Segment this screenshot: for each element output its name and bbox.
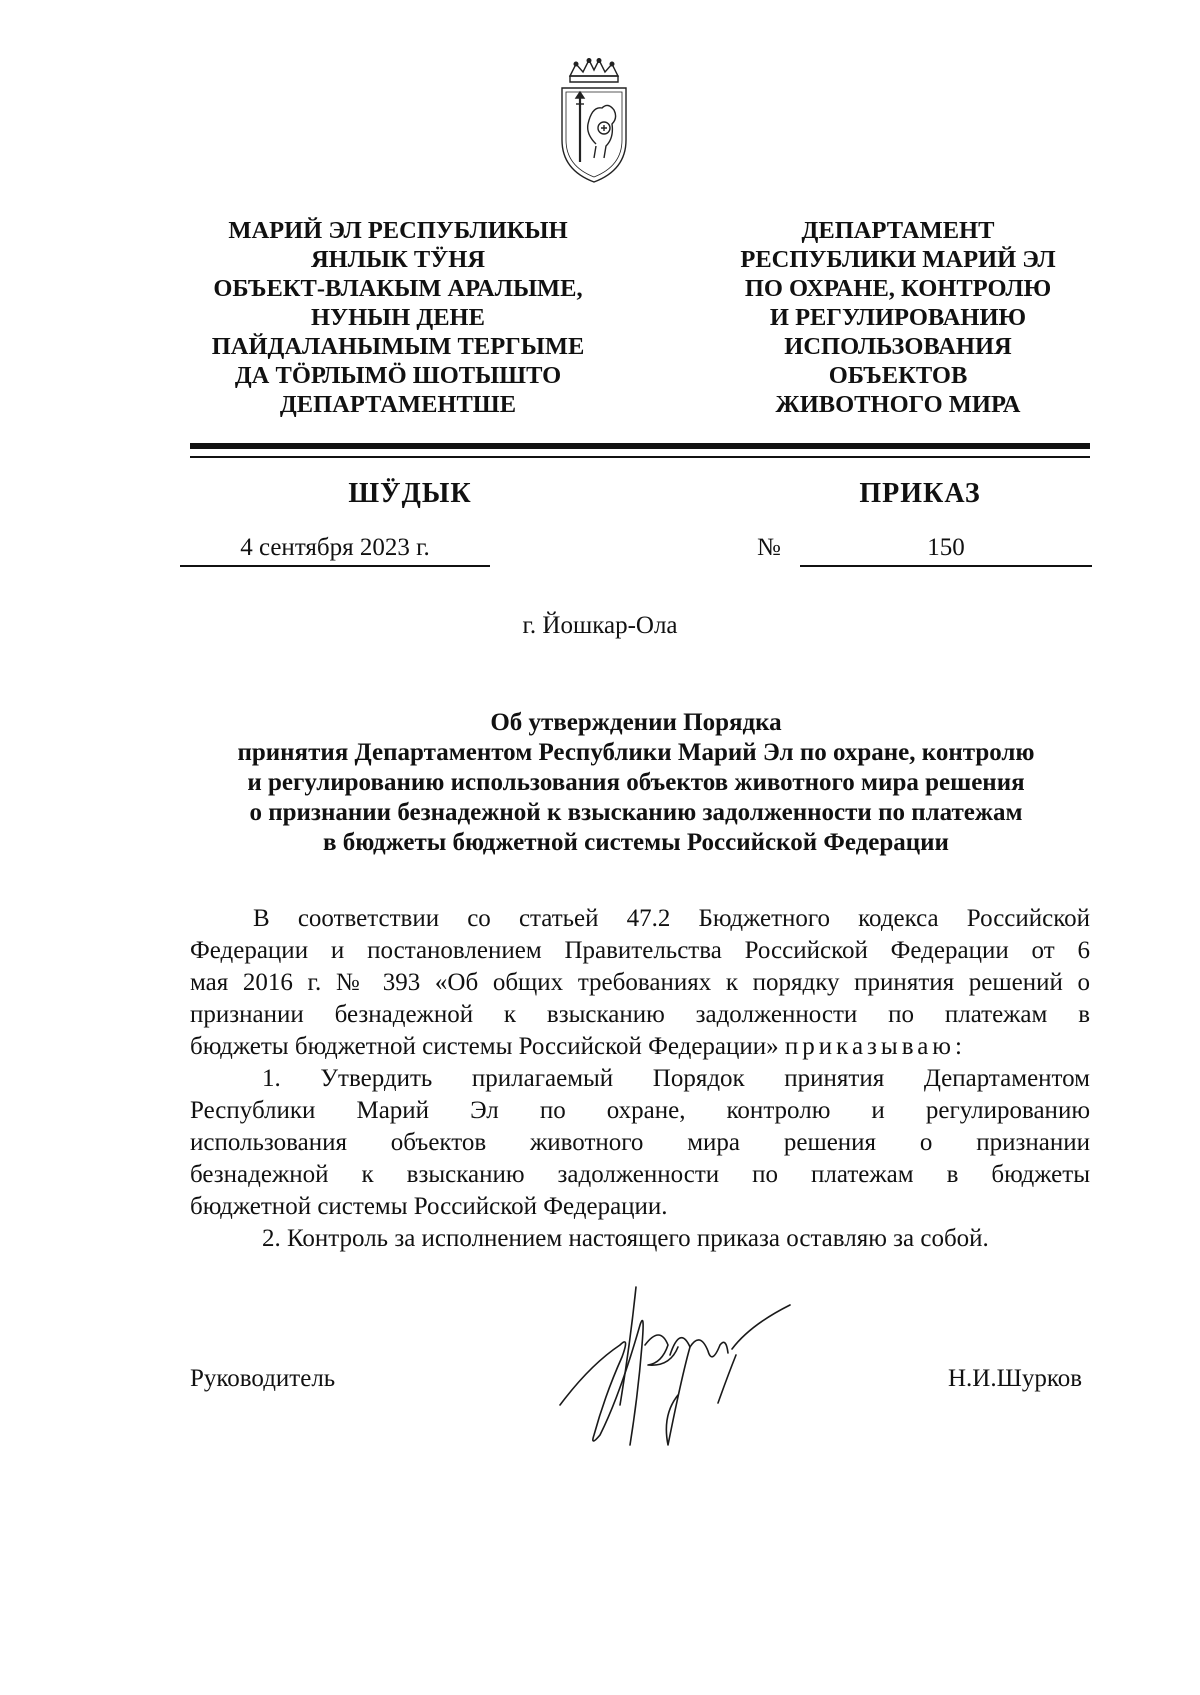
header-divider-thick — [190, 443, 1090, 449]
header-right-line: ДЕПАРТАМЕНТ — [801, 217, 995, 244]
order-date: 4 сентября 2023 г. — [240, 534, 430, 561]
order-city: г. Йошкар-Ола — [522, 612, 678, 639]
number-underline — [800, 565, 1092, 567]
header-left-line: ОБЪЕКТ-ВЛАКЫМ АРАЛЫМЕ, — [213, 275, 583, 302]
header-left-line: НУНЫН ДЕНЕ — [311, 304, 485, 331]
body-text-segment: бюджеты бюджетной системы Российской Федерации» — [190, 1033, 779, 1060]
body-line: Федерации и постановлением Правительства Российской Федерации от 6 — [190, 937, 1090, 964]
order-title-ru: ПРИКАЗ — [859, 478, 981, 509]
coat-of-arms-emblem — [556, 58, 632, 186]
subject-line: Об утверждении Порядка — [490, 709, 782, 736]
body-line: бюджетной системы Российской Федерации. — [190, 1193, 668, 1220]
header-left-line: МАРИЙ ЭЛ РЕСПУБЛИКЫН — [228, 217, 568, 244]
body-line: признании безнадежной к взысканию задолженности по платежам в — [190, 1001, 1090, 1028]
header-right-line: ПО ОХРАНЕ, КОНТРОЛЮ — [744, 275, 1052, 302]
order-title-local: ШӰДЫК — [348, 478, 472, 509]
body-line: Республики Марий Эл по охране, контролю и регулированию — [190, 1097, 1090, 1124]
body-line: использования объектов животного мира решения о признании — [190, 1129, 1090, 1156]
body-line: 1. Утвердить прилагаемый Порядок принятия Департаментом — [262, 1065, 1090, 1092]
subject-line: о признании безнадежной к взысканию задолженности по платежам — [249, 799, 1023, 826]
handwritten-signature — [550, 1285, 810, 1455]
header-right-line: И РЕГУЛИРОВАНИЮ — [769, 304, 1027, 331]
order-subject — [180, 708, 1092, 858]
body-line: безнадежной к взысканию задолженности по платежам в бюджеты — [190, 1161, 1090, 1188]
subject-line: принятия Департаментом Республики Марий Эл по охране, контролю — [237, 739, 1035, 766]
signatory-name: Н.И.Шурков — [948, 1365, 1083, 1392]
number-sign: № — [757, 534, 781, 561]
header-left-line: ДА ТӦРЛЫМӦ ШОТЫШТО — [234, 362, 562, 389]
subject-line: в бюджеты бюджетной системы Российской Федерации — [323, 829, 949, 856]
header-left-line: ДЕПАРТАМЕНТШЕ — [279, 391, 517, 418]
date-underline — [180, 565, 490, 567]
header-left-department-name — [188, 216, 608, 419]
order-command-word: приказываю: — [784, 1033, 966, 1060]
body-line-last — [190, 1031, 1090, 1063]
header-left-line: ПАЙДАЛАНЫМЫМ ТЕРГЫМЕ — [211, 333, 585, 360]
header-left-line: ЯНЛЫК ТӰНЯ — [310, 246, 486, 273]
order-body — [190, 903, 1090, 1255]
header-right-line: ОБЪЕКТОВ — [828, 362, 968, 389]
header-right-line: ЖИВОТНОГО МИРА — [775, 391, 1021, 418]
order-number: 150 — [927, 534, 965, 561]
body-line: В соответствии со статьей 47.2 Бюджетного кодекса Российской — [253, 905, 1090, 932]
signatory-role: Руководитель — [190, 1365, 336, 1392]
body-line: мая 2016 г. № 393 «Об общих требованиях к порядку принятия решений о — [190, 969, 1090, 996]
header-right-line: РЕСПУБЛИКИ МАРИЙ ЭЛ — [740, 246, 1056, 273]
header-divider-thin — [190, 456, 1090, 458]
subject-line: и регулированию использования объектов животного мира решения — [247, 769, 1025, 796]
header-right-department-name — [688, 216, 1108, 419]
header-right-line: ИСПОЛЬЗОВАНИЯ — [784, 333, 1012, 360]
body-line: 2. Контроль за исполнением настоящего приказа оставляю за собой. — [262, 1225, 989, 1252]
